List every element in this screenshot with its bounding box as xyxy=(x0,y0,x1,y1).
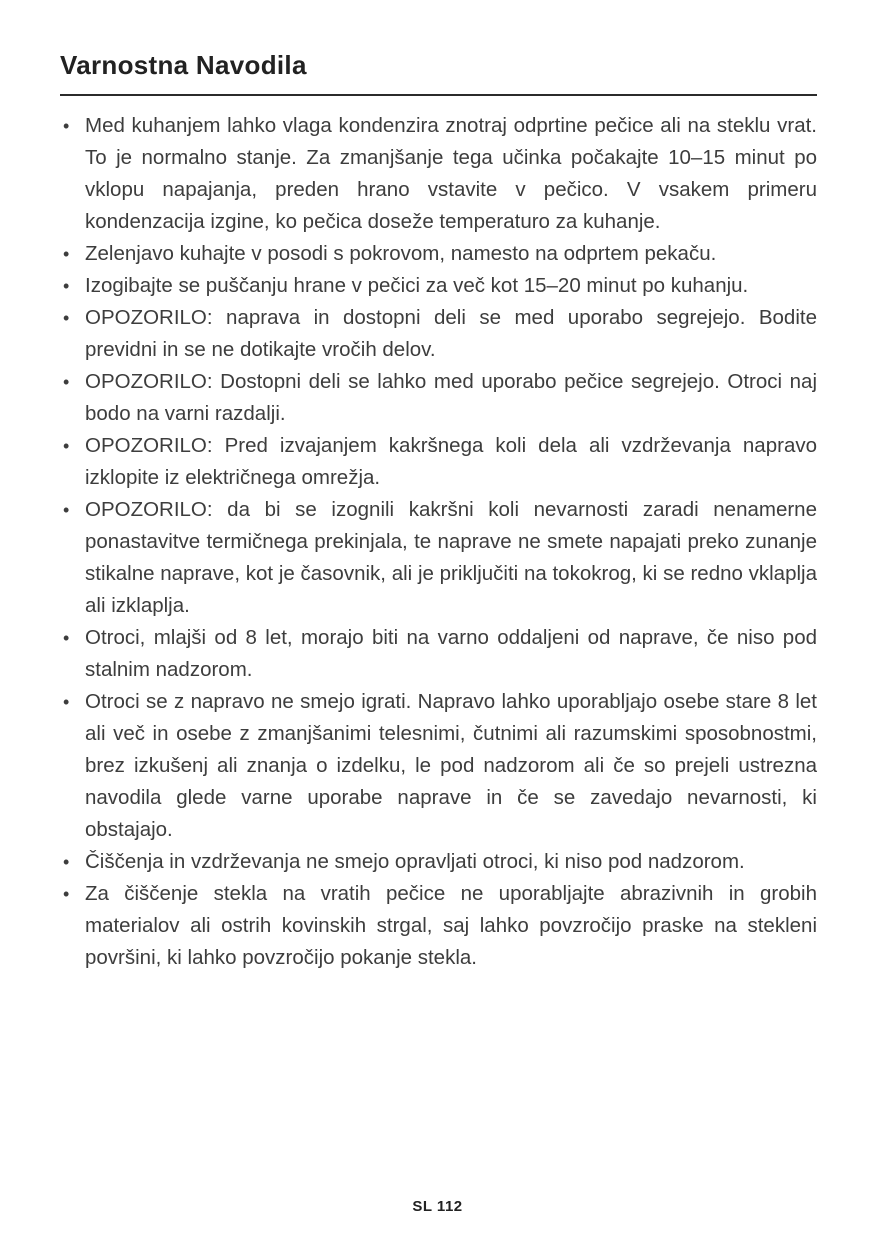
list-item-text: Med kuhanjem lahko vlaga kondenzira znotraj odprtine pečice ali na steklu vrat. To je normalno stanje. Za zmanjšanje tega učinka počakajte 10–15 minut po vklopu napajanja, preden hrano vstavite v pečico. V vsakem primeru kondenzacija izgine, ko pečica doseže temperaturo za kuhanje. xyxy=(85,114,817,233)
list-item-text: Izogibajte se puščanju hrane v pečici za več kot 15–20 minut po kuhanju. xyxy=(85,274,749,297)
list-item xyxy=(60,686,817,846)
bullet-marker-icon: • xyxy=(63,244,70,264)
bullet-marker-icon: • xyxy=(63,308,70,328)
bullet-marker-icon: • xyxy=(63,372,70,392)
bullet-marker-icon: • xyxy=(63,276,70,296)
bullet-marker-icon: • xyxy=(63,852,70,872)
list-item xyxy=(60,366,817,430)
list-item-text: Čiščenja in vzdrževanja ne smejo opravljati otroci, ki niso pod nadzorom. xyxy=(85,850,745,873)
list-item-text: Otroci se z napravo ne smejo igrati. Napravo lahko uporabljajo osebe stare 8 let ali več in osebe z zmanjšanimi telesnimi, čutnimi ali razumskimi sposobnostmi, brez izkušenj ali znanja o izdelku, le pod nadzorom ali če so prejeli ustrezna navodila glede varne uporabe naprave in če se zavedajo nevarnosti, ki obstajajo. xyxy=(85,690,817,841)
page-footer: SL 112 xyxy=(412,1198,463,1215)
list-item xyxy=(60,878,817,974)
bullet-marker-icon: • xyxy=(63,884,70,904)
title-divider xyxy=(60,94,817,96)
bullet-marker-icon: • xyxy=(63,436,70,456)
list-item xyxy=(60,622,817,686)
list-item-text: Zelenjavo kuhajte v posodi s pokrovom, namesto na odprtem pekaču. xyxy=(85,242,717,265)
bullet-marker-icon: • xyxy=(63,116,70,136)
list-item-text: OPOZORILO: Pred izvajanjem kakršnega koli dela ali vzdrževanja napravo izklopite iz električnega omrežja. xyxy=(85,434,817,489)
list-item xyxy=(60,110,817,238)
list-item-text: OPOZORILO: naprava in dostopni deli se med uporabo segrejejo. Bodite previdni in se ne dotikajte vročih delov. xyxy=(85,306,817,361)
list-item-text: Otroci, mlajši od 8 let, morajo biti na varno oddaljeni od naprave, če niso pod stalnim nadzorom. xyxy=(85,626,817,681)
page-title: Varnostna Navodila xyxy=(60,50,307,80)
list-item-text: Za čiščenje stekla na vratih pečice ne uporabljajte abrazivnih in grobih materialov ali ostrih kovinskih strgal, saj lahko povzročijo praske na stekleni površini, ki lahko povzročijo pokanje stekla. xyxy=(85,882,817,969)
list-item xyxy=(60,302,817,366)
list-item-text: OPOZORILO: Dostopni deli se lahko med uporabo pečice segrejejo. Otroci naj bodo na varni razdalji. xyxy=(85,370,817,425)
list-item xyxy=(60,270,817,302)
bullet-marker-icon: • xyxy=(63,692,70,712)
bullet-marker-icon: • xyxy=(63,500,70,520)
list-item-text: OPOZORILO: da bi se izognili kakršni koli nevarnosti zaradi nenamerne ponastavitve termičnega prekinjala, te naprave ne smete napajati preko zunanje stikalne naprave, kot je časovnik, ali je priključiti na tokokrog, ki se redno vklaplja ali izklaplja. xyxy=(85,498,817,617)
list-item xyxy=(60,846,817,878)
bullet-marker-icon: • xyxy=(63,628,70,648)
list-item xyxy=(60,494,817,622)
list-item xyxy=(60,430,817,494)
list-item xyxy=(60,238,817,270)
safety-instructions-list xyxy=(60,110,817,974)
